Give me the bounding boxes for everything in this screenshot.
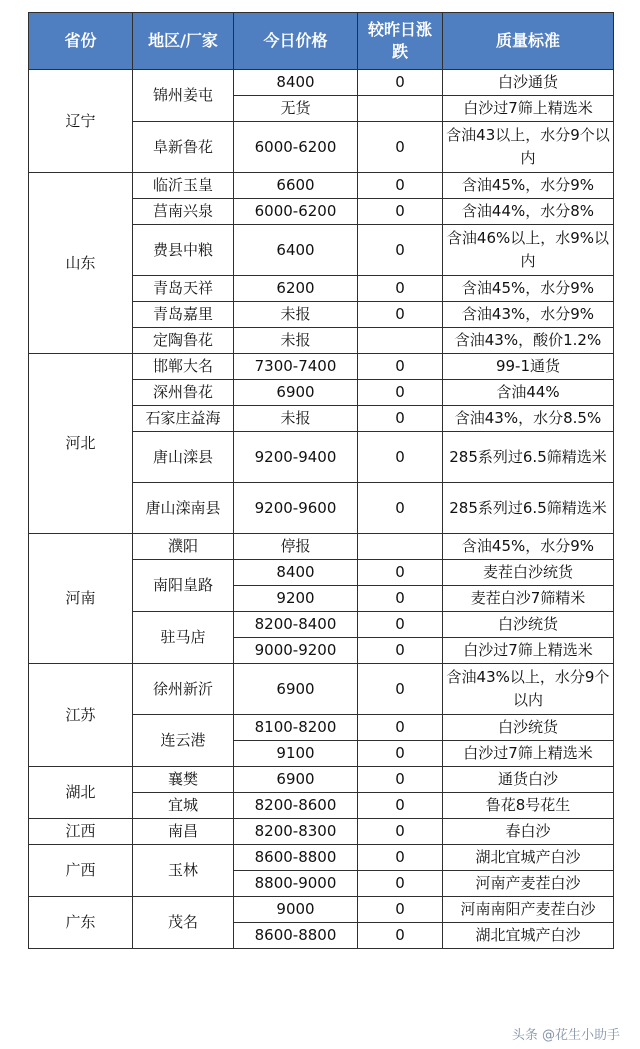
province-cell: 广西 bbox=[29, 845, 133, 897]
change-cell: 0 bbox=[358, 225, 443, 276]
quality-cell: 含油43%，酸价1.2% bbox=[443, 328, 614, 354]
change-cell: 0 bbox=[358, 380, 443, 406]
price-cell: 6900 bbox=[234, 767, 358, 793]
change-cell: 0 bbox=[358, 406, 443, 432]
factory-cell: 唐山滦县 bbox=[133, 432, 234, 483]
table-row bbox=[29, 819, 614, 845]
quality-cell: 河南南阳产麦茬白沙 bbox=[443, 897, 614, 923]
change-cell: 0 bbox=[358, 354, 443, 380]
quality-cell: 含油46%以上，水9%以内 bbox=[443, 225, 614, 276]
quality-cell: 含油45%，水分9% bbox=[443, 173, 614, 199]
change-cell: 0 bbox=[358, 302, 443, 328]
change-cell: 0 bbox=[358, 664, 443, 715]
change-cell: 0 bbox=[358, 741, 443, 767]
factory-cell: 莒南兴泉 bbox=[133, 199, 234, 225]
quality-cell: 白沙统货 bbox=[443, 612, 614, 638]
price-cell: 9200-9400 bbox=[234, 432, 358, 483]
price-cell: 6000-6200 bbox=[234, 122, 358, 173]
header-row bbox=[29, 13, 614, 70]
quality-cell: 白沙过7筛上精选米 bbox=[443, 741, 614, 767]
province-cell: 山东 bbox=[29, 173, 133, 354]
watermark: 头条 @花生小助手 bbox=[511, 1028, 620, 1043]
province-cell: 湖北 bbox=[29, 767, 133, 819]
quality-cell: 含油43%，水分9% bbox=[443, 302, 614, 328]
price-cell: 9200 bbox=[234, 586, 358, 612]
province-cell: 河南 bbox=[29, 534, 133, 664]
change-cell: 0 bbox=[358, 199, 443, 225]
table-body bbox=[29, 70, 614, 949]
factory-cell: 石家庄益海 bbox=[133, 406, 234, 432]
factory-cell: 茂名 bbox=[133, 897, 234, 949]
price-cell: 6000-6200 bbox=[234, 199, 358, 225]
header-change: 较昨日涨跌 bbox=[358, 13, 443, 70]
quality-cell: 白沙统货 bbox=[443, 715, 614, 741]
factory-cell: 费县中粮 bbox=[133, 225, 234, 276]
change-cell: 0 bbox=[358, 432, 443, 483]
price-cell: 8400 bbox=[234, 560, 358, 586]
factory-cell: 连云港 bbox=[133, 715, 234, 767]
factory-cell: 襄樊 bbox=[133, 767, 234, 793]
factory-cell: 定陶鲁花 bbox=[133, 328, 234, 354]
factory-cell: 邯郸大名 bbox=[133, 354, 234, 380]
price-cell: 6900 bbox=[234, 664, 358, 715]
change-cell: 0 bbox=[358, 793, 443, 819]
factory-cell: 青岛天祥 bbox=[133, 276, 234, 302]
quality-cell: 通货白沙 bbox=[443, 767, 614, 793]
price-cell: 8200-8300 bbox=[234, 819, 358, 845]
table-row bbox=[29, 767, 614, 793]
quality-cell: 285系列过6.5筛精选米 bbox=[443, 432, 614, 483]
province-cell: 江苏 bbox=[29, 664, 133, 767]
quality-cell: 含油45%，水分9% bbox=[443, 276, 614, 302]
quality-cell: 河南产麦茬白沙 bbox=[443, 871, 614, 897]
quality-cell: 99-1通货 bbox=[443, 354, 614, 380]
table-row bbox=[29, 897, 614, 923]
table-row bbox=[29, 354, 614, 380]
change-cell: 0 bbox=[358, 586, 443, 612]
price-cell: 8600-8800 bbox=[234, 923, 358, 949]
price-cell: 6900 bbox=[234, 380, 358, 406]
change-cell: 0 bbox=[358, 173, 443, 199]
quality-cell: 春白沙 bbox=[443, 819, 614, 845]
quality-cell: 白沙过7筛上精选米 bbox=[443, 638, 614, 664]
factory-cell: 徐州新沂 bbox=[133, 664, 234, 715]
change-cell: 0 bbox=[358, 923, 443, 949]
change-cell: 0 bbox=[358, 845, 443, 871]
province-cell: 江西 bbox=[29, 819, 133, 845]
price-cell: 未报 bbox=[234, 302, 358, 328]
factory-cell: 南昌 bbox=[133, 819, 234, 845]
price-cell: 6200 bbox=[234, 276, 358, 302]
change-cell: 0 bbox=[358, 560, 443, 586]
price-cell: 6600 bbox=[234, 173, 358, 199]
price-cell: 9000 bbox=[234, 897, 358, 923]
province-cell: 广东 bbox=[29, 897, 133, 949]
change-cell: 0 bbox=[358, 897, 443, 923]
quality-cell: 含油45%，水分9% bbox=[443, 534, 614, 560]
factory-cell: 唐山滦南县 bbox=[133, 483, 234, 534]
price-cell: 8200-8400 bbox=[234, 612, 358, 638]
price-cell: 9200-9600 bbox=[234, 483, 358, 534]
price-cell: 8200-8600 bbox=[234, 793, 358, 819]
quality-cell: 白沙通货 bbox=[443, 70, 614, 96]
change-cell: 0 bbox=[358, 483, 443, 534]
quality-cell: 湖北宜城产白沙 bbox=[443, 845, 614, 871]
factory-cell: 濮阳 bbox=[133, 534, 234, 560]
price-cell: 8400 bbox=[234, 70, 358, 96]
quality-cell: 白沙过7筛上精选米 bbox=[443, 96, 614, 122]
price-cell: 无货 bbox=[234, 96, 358, 122]
change-cell: 0 bbox=[358, 638, 443, 664]
change-cell bbox=[358, 96, 443, 122]
change-cell bbox=[358, 534, 443, 560]
quality-cell: 麦茬白沙统货 bbox=[443, 560, 614, 586]
header-quality: 质量标准 bbox=[443, 13, 614, 70]
change-cell: 0 bbox=[358, 767, 443, 793]
change-cell: 0 bbox=[358, 871, 443, 897]
factory-cell: 深州鲁花 bbox=[133, 380, 234, 406]
province-cell: 辽宁 bbox=[29, 70, 133, 173]
change-cell bbox=[358, 328, 443, 354]
quality-cell: 285系列过6.5筛精选米 bbox=[443, 483, 614, 534]
quality-cell: 含油43以上，水分9个以内 bbox=[443, 122, 614, 173]
factory-cell: 阜新鲁花 bbox=[133, 122, 234, 173]
factory-cell: 临沂玉皇 bbox=[133, 173, 234, 199]
province-cell: 河北 bbox=[29, 354, 133, 534]
change-cell: 0 bbox=[358, 276, 443, 302]
quality-cell: 鲁花8号花生 bbox=[443, 793, 614, 819]
factory-cell: 南阳皇路 bbox=[133, 560, 234, 612]
price-cell: 9100 bbox=[234, 741, 358, 767]
table-row bbox=[29, 534, 614, 560]
factory-cell: 锦州姜屯 bbox=[133, 70, 234, 122]
quality-cell: 含油43%，水分8.5% bbox=[443, 406, 614, 432]
price-cell: 未报 bbox=[234, 328, 358, 354]
price-cell: 6400 bbox=[234, 225, 358, 276]
table-row bbox=[29, 70, 614, 96]
change-cell: 0 bbox=[358, 612, 443, 638]
price-cell: 7300-7400 bbox=[234, 354, 358, 380]
price-table bbox=[28, 12, 614, 949]
quality-cell: 湖北宜城产白沙 bbox=[443, 923, 614, 949]
price-cell: 未报 bbox=[234, 406, 358, 432]
table-row bbox=[29, 173, 614, 199]
header-province: 省份 bbox=[29, 13, 133, 70]
factory-cell: 驻马店 bbox=[133, 612, 234, 664]
header-price: 今日价格 bbox=[234, 13, 358, 70]
factory-cell: 青岛嘉里 bbox=[133, 302, 234, 328]
quality-cell: 含油44%，水分8% bbox=[443, 199, 614, 225]
change-cell: 0 bbox=[358, 819, 443, 845]
factory-cell: 宜城 bbox=[133, 793, 234, 819]
table-row bbox=[29, 664, 614, 715]
price-cell: 8800-9000 bbox=[234, 871, 358, 897]
change-cell: 0 bbox=[358, 122, 443, 173]
change-cell: 0 bbox=[358, 715, 443, 741]
price-cell: 8600-8800 bbox=[234, 845, 358, 871]
factory-cell: 玉林 bbox=[133, 845, 234, 897]
change-cell: 0 bbox=[358, 70, 443, 96]
price-cell: 8100-8200 bbox=[234, 715, 358, 741]
quality-cell: 含油44% bbox=[443, 380, 614, 406]
quality-cell: 麦茬白沙7筛精米 bbox=[443, 586, 614, 612]
table-row bbox=[29, 845, 614, 871]
price-cell: 9000-9200 bbox=[234, 638, 358, 664]
header-factory: 地区/厂家 bbox=[133, 13, 234, 70]
price-cell: 停报 bbox=[234, 534, 358, 560]
quality-cell: 含油43%以上，水分9个以内 bbox=[443, 664, 614, 715]
